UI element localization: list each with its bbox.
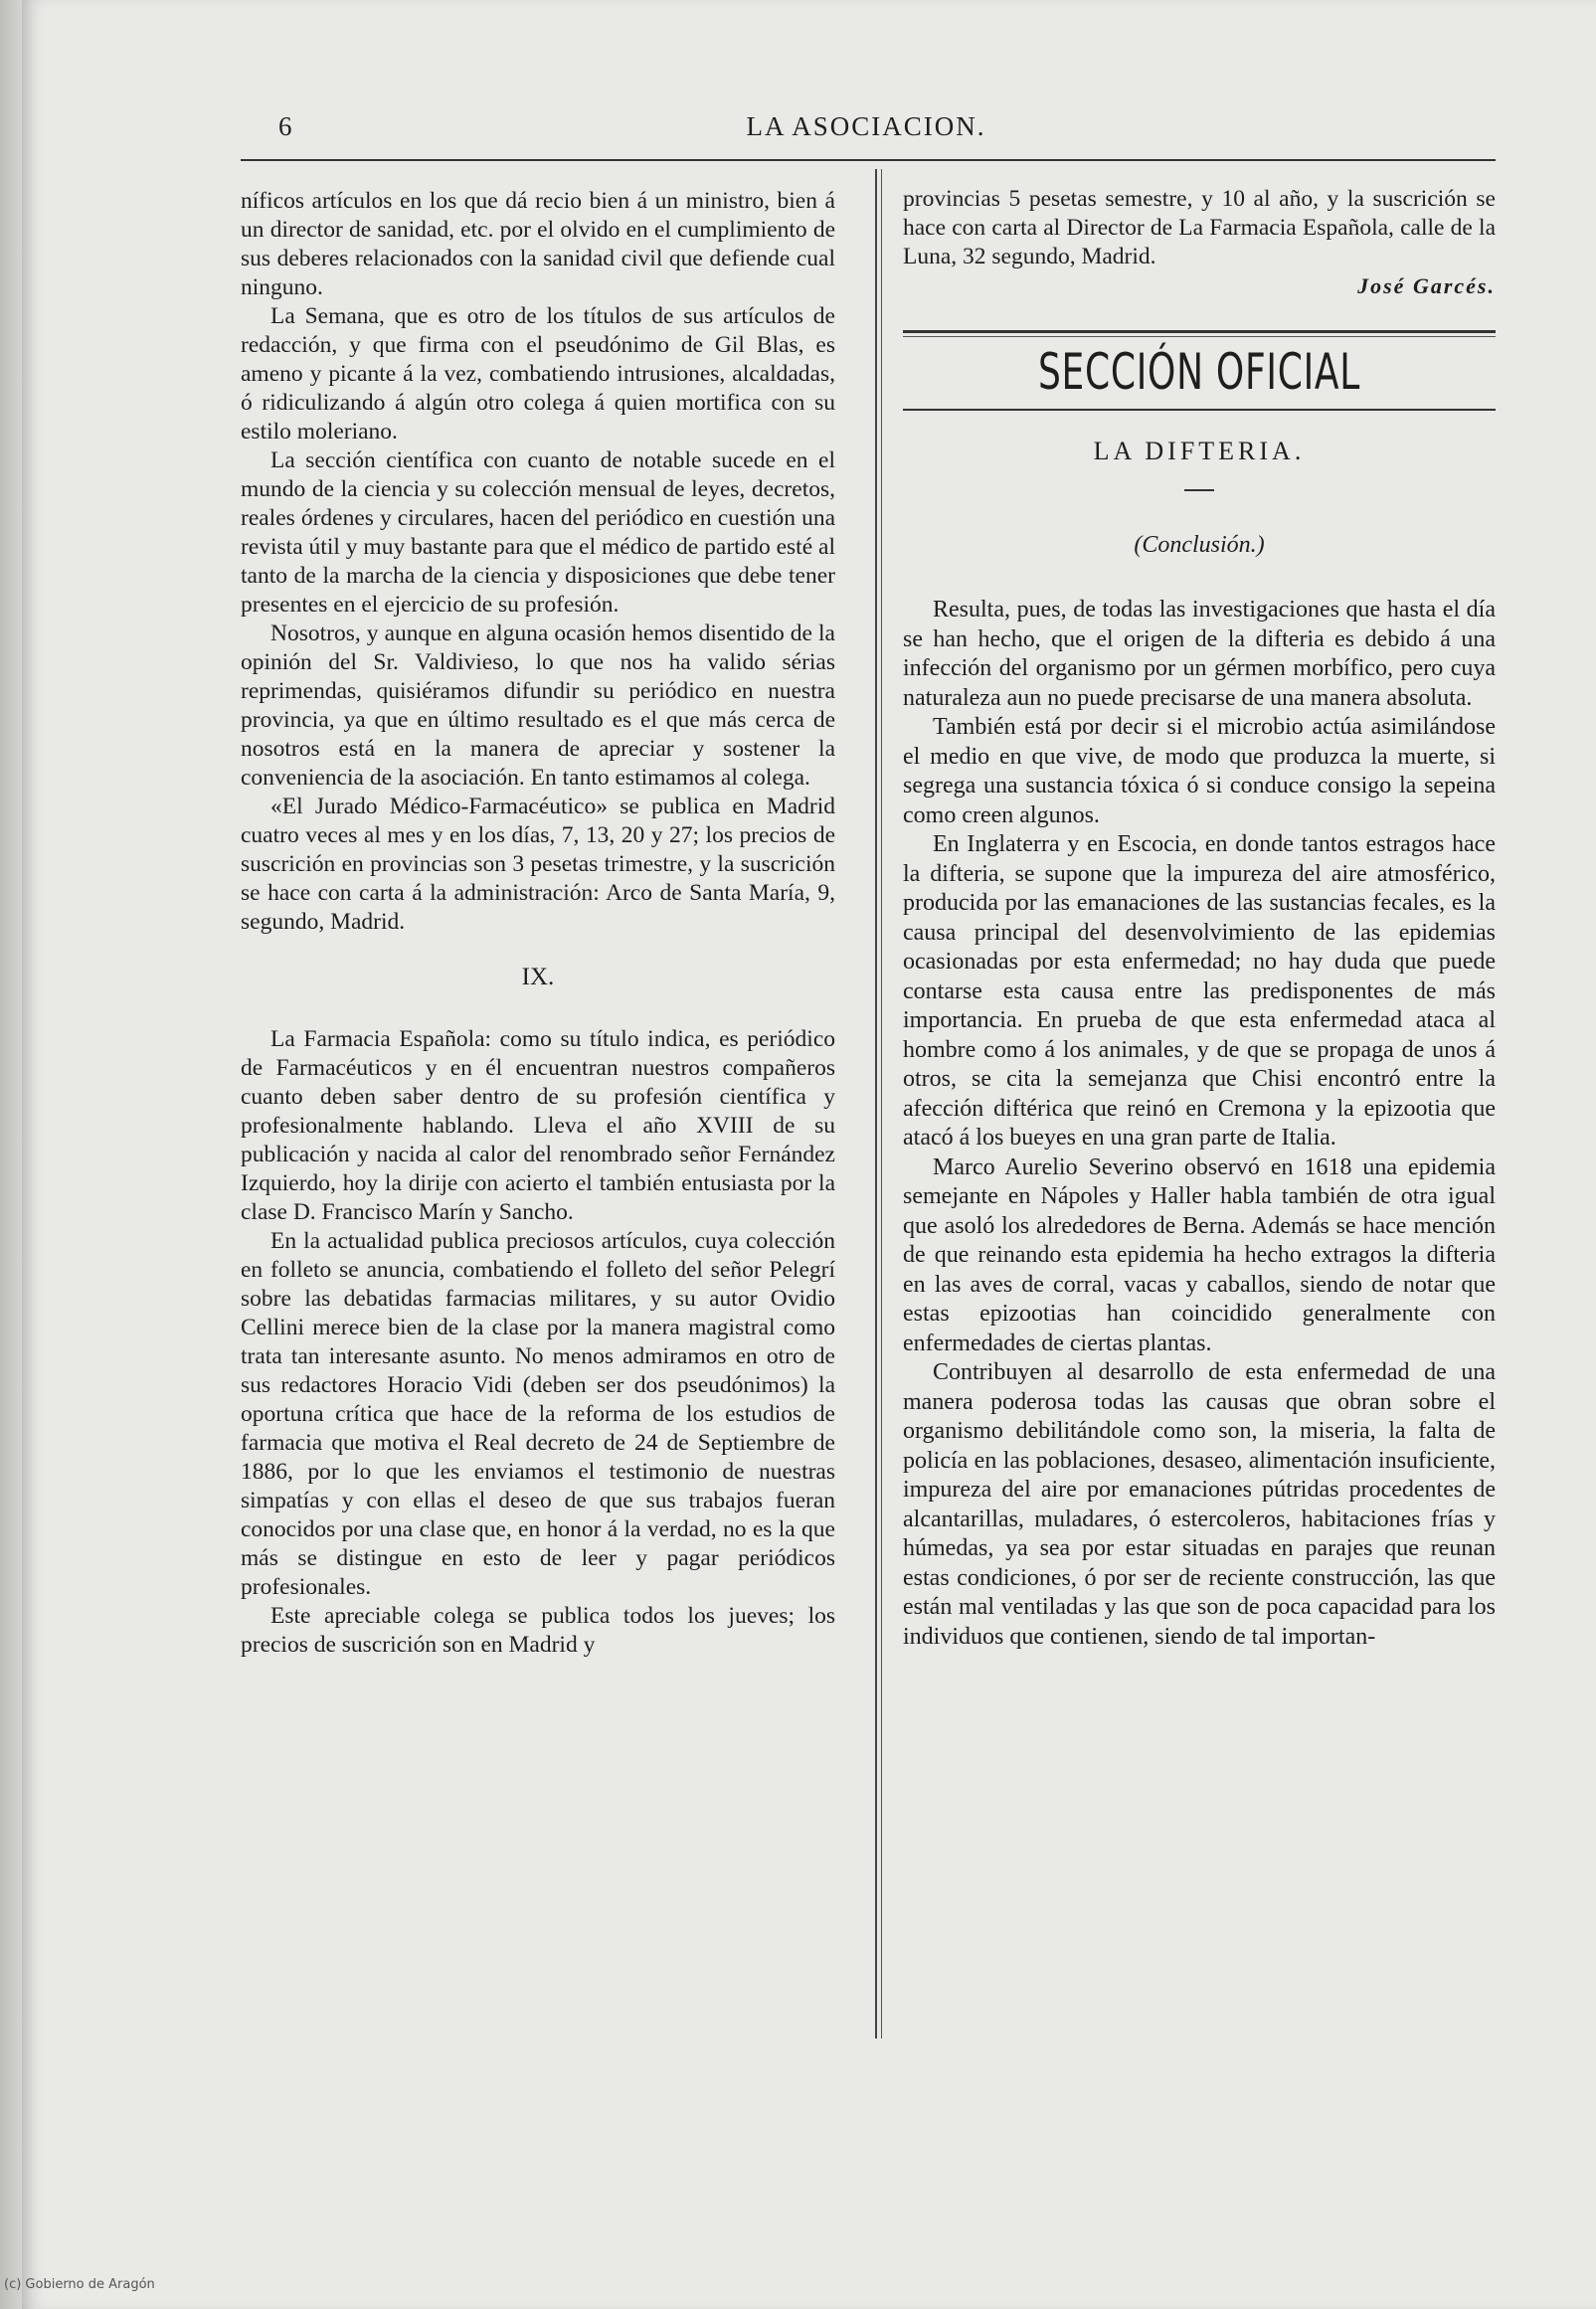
paragraph: provincias 5 pesetas semestre, y 10 al año, y la suscrición se hace con carta al Director de La Farmacia Española, calle de la Luna, 32 segundo, Madrid. — [903, 186, 1496, 269]
paragraph: Resulta, pues, de todas las investigaciones que hasta el día se han hecho, que el origen de la difteria es debido á una infección del organismo por un gérmen morbífico, pero cuya naturaleza aun no puede precisarse de una manera absoluta. — [903, 597, 1496, 711]
page-gutter-shadow — [0, 0, 22, 2309]
section-number: IX. — [521, 964, 555, 990]
right-column — [903, 185, 1496, 1652]
paragraph: La Semana, que es otro de los títulos de sus artículos de redacción, y que firma con el pseudónimo de Gil Blas, es ameno y picante á la vez, combatiendo intrusiones, alcaldadas, ó ridiculizando á algún otro colega á quien mortifica con su estilo moleriano. — [241, 303, 835, 444]
article-body — [903, 596, 1496, 1652]
paragraph: Marco Aurelio Severino observó en 1618 una epidemia semejante en Nápoles y Haller habla también de otra igual que asoló los alrededores de Berna. Además se hace mención de que reinando esta epidemia ha hecho extragos la difteria en las aves de corral, vacas y caballos, siendo de notar que estas epizootias han coincidido generalmente con enfermedades de ciertas plantas. — [903, 1154, 1496, 1356]
paragraph: La sección científica con cuanto de notable sucede en el mundo de la ciencia y su colección mensual de leyes, decretos, reales órdenes y circulares, hacen del periódico en cuestión una revista útil y muy bastante para que el médico de partido esté al tanto de la marcha de la ciencia y disposiciones que debe tener presentes en el ejercicio de su profesión. — [241, 447, 835, 618]
page-header — [239, 111, 1494, 151]
copyright-credit: (c) Gobierno de Aragón — [4, 2277, 155, 2292]
paragraph: níficos artículos en los que dá recio bien á un ministro, bien á un director de sanidad, etc. por el olvido en el cumplimiento de sus deberes relacionados con la sanidad civil que defiende cual ninguno. — [241, 188, 835, 300]
section-title: SECCIÓN OFICIAL — [1037, 343, 1361, 401]
title-dash — [1184, 489, 1214, 491]
paragraph: «El Jurado Médico-Farmacéutico» se publica en Madrid cuatro veces al mes y en los días, 7, 13, 20 y 27; los precios de suscrición en provincias son 3 pesetas trimestre, y la suscrición se hace con carta á la administración: Arco de Santa María, 9, segundo, Madrid. — [241, 794, 835, 935]
paragraph: Este apreciable colega se publica todos los jueves; los precios de suscrición son en Madrid y — [241, 1603, 835, 1658]
paragraph: Contribuyen al desarrollo de esta enfermedad de una manera poderosa todas las causas que obran sobre el organismo debilitándole como son, la miseria, la falta de policía en las poblaciones, desaseo, alimentación insuficiente, impureza del aire por emanaciones pútridas procedentes de alcantarillas, muladares, ó estercoleros, habitaciones frías y húmedas, ya sea por estar situadas en parajes que reunan estas condiciones, ó por ser de reciente construcción, las que están mal ventiladas y las que son de poca capacidad para los individuos que contienen, siendo de tal importan- — [903, 1359, 1496, 1650]
page-number: 6 — [278, 111, 292, 141]
column-divider-inner — [881, 169, 882, 2039]
column-divider — [875, 169, 877, 2039]
section-rule-bottom — [903, 409, 1496, 411]
paragraph: También está por decir si el microbio actúa asimilándose el medio en que vive, de modo que produzca la muerte, si segrega una sustancia tóxica ó si conduce consigo la sepeina como creen algunos. — [903, 714, 1496, 828]
author-signature: José Garcés. — [1357, 273, 1496, 298]
header-rule — [241, 159, 1496, 161]
left-column — [241, 187, 835, 1660]
section-rule-top — [903, 330, 1496, 337]
running-title: LA ASOCIACION. — [746, 111, 986, 141]
article-subtitle: (Conclusión.) — [1134, 532, 1265, 558]
paragraph: La Farmacia Española: como su título indica, es periódico de Farmacéuticos y en él encuentran nuestros compañeros cuanto deben saber dentro de su profesión científica y profesionalmente hablando. Lleva el año XVIII de su publicación y nacida al calor del renombrado señor Fernández Izquierdo, hoy la dirije con acierto el también entusiasta por la clase D. Francisco Marín y Sancho. — [241, 1026, 835, 1225]
paragraph: En Inglaterra y en Escocia, en donde tantos estragos hace la difteria, se supone que la impureza del aire atmosférico, producida por las emanaciones de las sustancias fecales, es la causa principal del desenvolvimiento de las epidemias ocasionadas por esta enfermedad; no hay duda que puede contarse esta causa entre las predisponentes de más importancia. En prueba de que esta enfermedad ataca al hombre como á los animales, y de que se propaga de unos á otros, se cita la semejanza que Chisi encontró entre la afección diftérica que reinó en Cremona y la epizootia que atacó á los bueyes en una gran parte de Italia. — [903, 831, 1496, 1151]
paragraph: Nosotros, y aunque en alguna ocasión hemos disentido de la opinión del Sr. Valdivieso, lo que nos ha valido sérias reprimendas, quisiéramos difundir su periódico en nuestra provincia, ya que en último resultado es el que más cerca de nosotros está en la manera de apreciar y sostener la conveniencia de la asociación. En tanto estimamos al colega. — [241, 621, 835, 791]
article-title: LA DIFTERIA. — [1093, 437, 1306, 465]
paragraph: En la actualidad publica preciosos artículos, cuya colección en folleto se anuncia, combatiendo el folleto del señor Pelegrí sobre las debatidas farmacias militares, y su autor Ovidio Cellini merece bien de la clase por la manera magistral como trata tan interesante asunto. No menos admiramos en otro de sus redactores Horacio Vidi (deben ser dos pseudónimos) la oportuna crítica que hace de la reforma de los estudios de farmacia que motiva el Real decreto de 24 de Septiembre de 1886, por lo que les enviamos el testimonio de nuestras simpatías y con ellas el deseo de que sus trabajos fueran conocidos por una clase que, en honor á la verdad, no es la que más se distingue en esto de leer y pagar periódicos profesionales. — [241, 1228, 835, 1600]
